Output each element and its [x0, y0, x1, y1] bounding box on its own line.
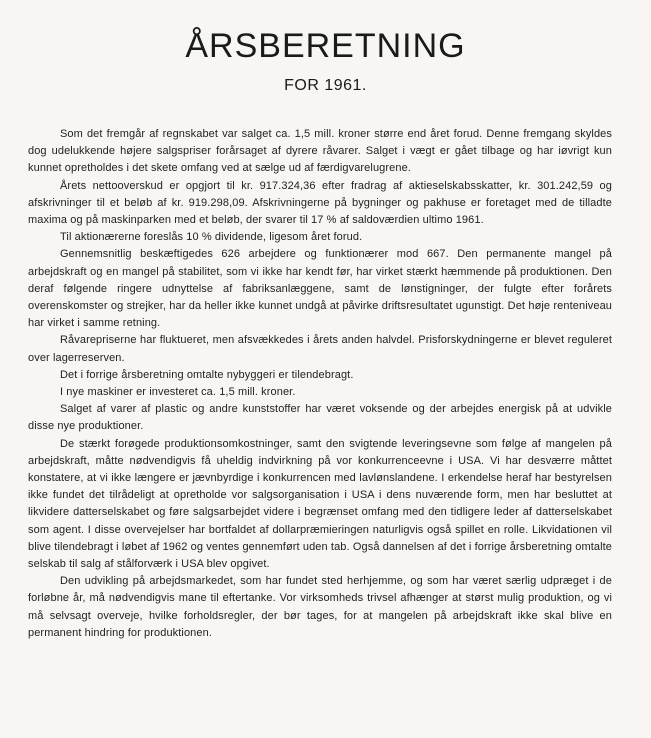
paragraph-dividend: Til aktionærerne foreslås 10 % dividende, ligesom året forud. [60, 231, 363, 244]
page-subtitle: FOR 1961. [284, 77, 367, 94]
paragraph-workforce: Gennemsnitlig beskæftigedes 626 arbejdere og funktionærer mod 667. Den permanente mangel på arbejdskraft og en mangel på stabilitet, som vi ikke har kendt før, har virket stærkt hæmmende på produktionen. Den deraf følgende ringere udnyttelse af fabriksanlæggene, samt de lønstigninger, der fulgte efter forårets overenskomster og strejker, har da heller ikke kunnet undgå at påvirke driftsresultatet ugunstigt. Det høje renteniveau har virket i samme retning. [28, 248, 612, 330]
paragraph-labour-market: Den udvikling på arbejdsmarkedet, som har fundet sted herhjemme, og som har været særlig udpræget i de forløbne år, må nødvendigvis mane til eftertanke. Vor virksomheds trivsel afhænger at størst mulig produktion, og vi må selvsagt overveje, hvilke forholdsregler, der bør tages, for at mangelen på arbejdskraft ikke skal blive en permanent hindring for produktionen. [28, 575, 612, 639]
paragraph-plastics: Salget af varer af plastic og andre kunststoffer har været voksende og der arbejdes energisk på at udvikle disse nye produktioner. [28, 403, 612, 433]
paragraph-construction: Det i forrige årsberetning omtalte nybyggeri er tilendebragt. [60, 368, 354, 381]
paragraph-raw-materials: Råvarepriserne har fluktueret, men afsvækkedes i årets anden halvdel. Prisforskydningerne er blevet reguleret over lagerreserven. [28, 334, 612, 364]
paragraph-machinery: I nye maskiner er investeret ca. 1,5 mill. kroner. [60, 386, 296, 399]
paragraph-net-profit: Årets nettooverskud er opgjort til kr. 917.324,36 efter fradrag af aktieselskabsskatter, kr. 301.242,59 og afskrivninger til et beløb af kr. 919.298,09. Afskrivningerne på bygninger og pakhuse er foretaget med de tilladte maxima og på maskinparken med et beløb, der svarer til 17 % af saldoværdien ultimo 1961. [28, 179, 612, 227]
page-title: ÅRSBERETNING [185, 27, 466, 65]
paragraph-usa: De stærkt forøgede produktionsomkostninger, samt den svigtende leveringsevne som følge af mangelen på arbejdskraft, måtte nødvendigvis få uheldig indvirkning på vor konkurrenceevne i USA. Vi har desværre måttet konstatere, at vi ikke længere er jævnbyrdige i konkurrencen med lavlønslandene. I erkendelse heraf har bestyrelsen ikke fundet det tilrådeligt at opretholde vor salgsorganisation i USA i dens nuværende form, men har besluttet at likvidere datterselskabet og føre salgsarbejdet videre i begrænset omfang med den tidligere leder af datterselskabet som agent. I disse overvejelser har bortfaldet af dollarpræmieringen naturligvis også spillet en rolle. Likvidationen vil blive tilendebragt i løbet af 1962 og ventes gennemført uden tab. Også dannelsen af det i forrige årsberetning omtalte selskab til salg af stålforværk i USA blev opgivet. [28, 437, 612, 571]
report-body [28, 126, 612, 642]
paragraph-sales: Som det fremgår af regnskabet var salget ca. 1,5 mill. kroner større end året forud. Denne fremgang skyldes dog udelukkende højere salgspriser forårsaget af dyrere råvarer. Salget i vægt er gået tilbage og har iøvrigt kun kunnet opretholdes i det skete omfang ved at sælge ud af færdigvarelugrene. [28, 128, 612, 175]
